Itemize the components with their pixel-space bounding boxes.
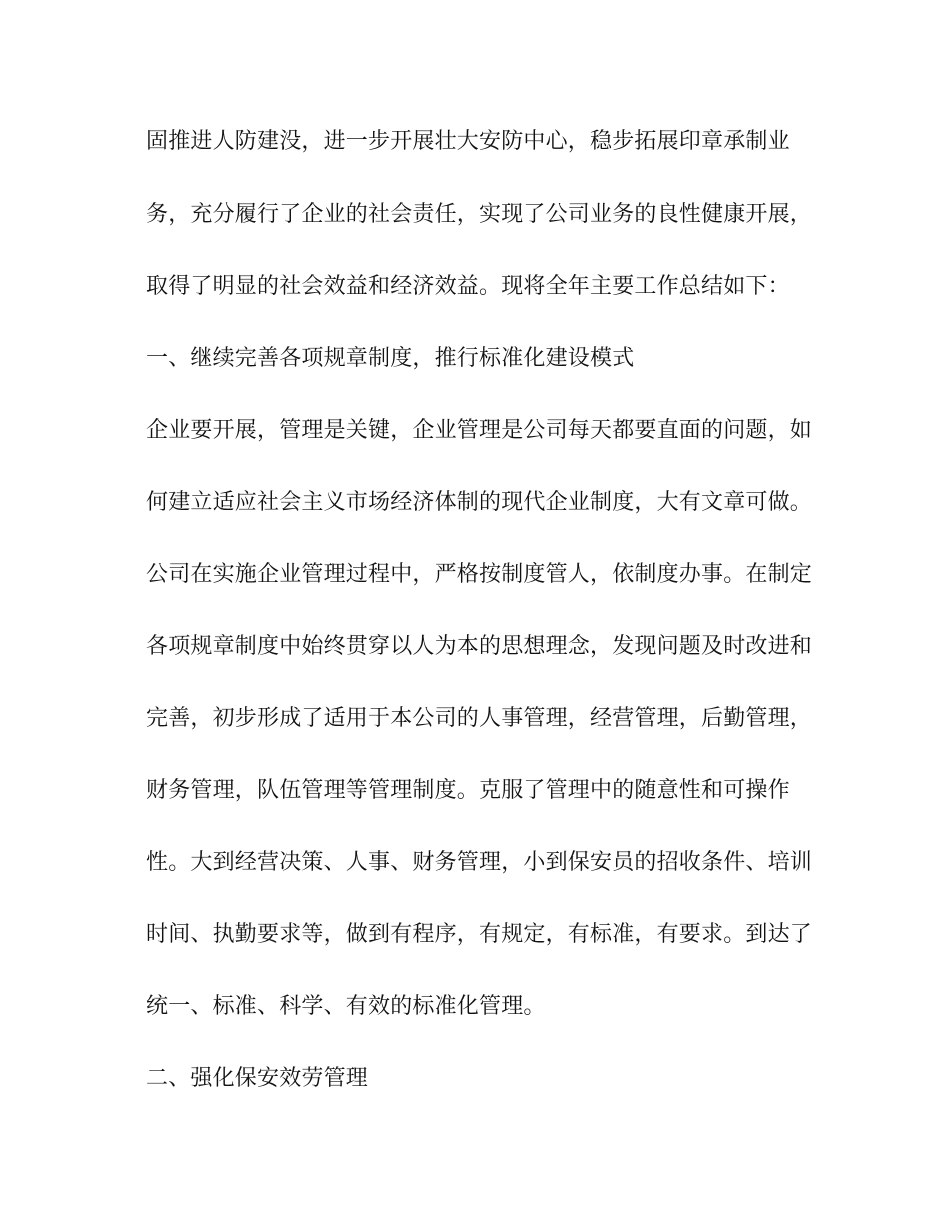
paragraph-line: 固推进人防建没，进一步开展壮大安防中心，稳步拓展印章承制业 [146, 129, 790, 154]
paragraph-line: 取得了明显的社会效益和经济效益。现将全年主要工作总结如下： [146, 274, 790, 299]
paragraph-line: 时间、执勤要求等，做到有程序，有规定，有标准，有要求。到达了 [146, 922, 813, 947]
paragraph-line: 完善，初步形成了适用于本公司的人事管理，经营管理，后勤管理， [146, 706, 813, 731]
paragraph-line: 企业要开展，管理是关键，企业管理是公司每天都要直面的问题，如 [146, 418, 813, 443]
section-heading-2: 二、强化保安效劳管理 [146, 1066, 369, 1091]
paragraph-line: 何建立适应社会主义市场经济体制的现代企业制度，大有文章可做。 [146, 490, 813, 515]
paragraph-line: 性。大到经营决策、人事、财务管理，小到保安员的招收条件、培训 [146, 850, 813, 875]
paragraph-line: 务，充分履行了企业的社会责任，实现了公司业务的良性健康开展， [146, 202, 813, 227]
paragraph-line: 公司在实施企业管理过程中，严格按制度管人，依制度办事。在制定 [146, 562, 813, 587]
paragraph-line: 统一、标准、科学、有效的标准化管理。 [146, 994, 546, 1019]
paragraph-line: 各项规章制度中始终贯穿以人为本的思想理念，发现问题及时改进和 [146, 634, 813, 659]
paragraph-line: 财务管理，队伍管理等管理制度。克服了管理中的随意性和可操作 [146, 778, 790, 803]
section-heading-1: 一、继续完善各项规章制度，推行标准化建设模式 [146, 346, 635, 371]
